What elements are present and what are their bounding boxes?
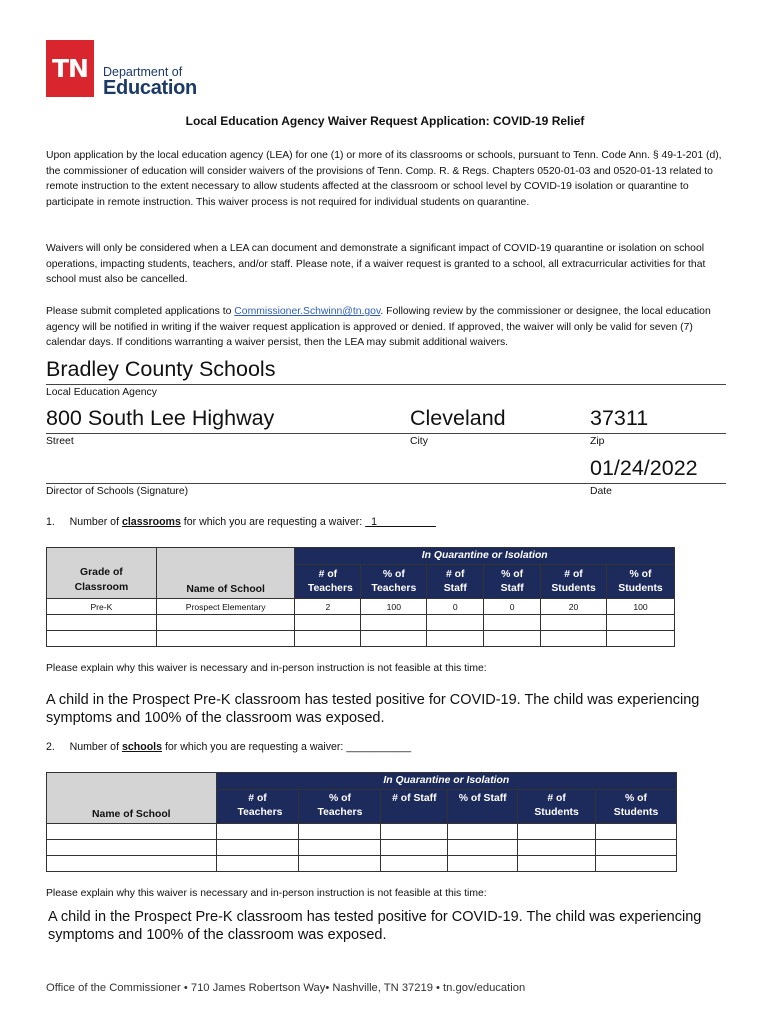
table-row <box>47 615 675 631</box>
table-cell[interactable] <box>47 824 217 840</box>
tn-logo-box: TN <box>46 40 94 97</box>
signature-underline <box>46 483 726 484</box>
header-pct-teachers: % of Teachers <box>361 565 427 599</box>
date-value[interactable]: 01/24/2022 <box>590 456 698 480</box>
header-num-teachers: # of Teachers <box>295 565 361 599</box>
question-1: 1. Number of classrooms for which you are requesting a waiver: 1 <box>46 516 436 528</box>
table-cell[interactable]: Pre-K <box>47 599 157 615</box>
header-num-students-2: # of Students <box>518 790 596 824</box>
table-cell[interactable] <box>47 615 157 631</box>
table-cell[interactable] <box>156 631 295 647</box>
table-cell[interactable] <box>541 631 607 647</box>
table-cell[interactable] <box>361 631 427 647</box>
header-grade: Grade of Classroom <box>47 548 157 599</box>
quarantine-group-header: In Quarantine or Isolation <box>295 548 675 565</box>
table-cell[interactable] <box>484 615 541 631</box>
lea-label: Local Education Agency <box>46 387 157 398</box>
header-num-staff: # of Staff <box>427 565 484 599</box>
street-value[interactable]: 800 South Lee Highway <box>46 406 275 430</box>
table-cell[interactable]: 100 <box>361 599 427 615</box>
logo-department-text: Department of <box>103 65 183 79</box>
address-underline <box>46 433 726 434</box>
table-cell[interactable] <box>448 840 518 856</box>
street-label: Street <box>46 436 74 447</box>
header-pct-staff-2: % of Staff <box>448 790 518 824</box>
table-cell[interactable] <box>518 824 596 840</box>
header-school-name: Name of School <box>156 548 295 599</box>
table-cell[interactable] <box>518 840 596 856</box>
header-pct-students: % of Students <box>607 565 675 599</box>
table-cell[interactable] <box>381 824 448 840</box>
table-cell[interactable] <box>156 615 295 631</box>
commissioner-email-link[interactable]: Commissioner.Schwinn@tn.gov <box>234 306 381 317</box>
header-pct-teachers-2: % of Teachers <box>299 790 381 824</box>
lea-underline <box>46 384 726 385</box>
intro-paragraph-3 <box>46 304 726 351</box>
zip-label: Zip <box>590 436 605 447</box>
school-table <box>46 772 677 872</box>
table-row <box>47 856 677 872</box>
explain-label-2: Please explain why this waiver is necessary and in-person instruction is not feasible at this time: <box>46 888 487 899</box>
page-title: Local Education Agency Waiver Request Application: COVID-19 Relief <box>185 114 585 128</box>
table-cell[interactable] <box>381 856 448 872</box>
table-cell[interactable]: Prospect Elementary <box>156 599 295 615</box>
table-cell[interactable] <box>596 840 677 856</box>
explain-answer-1[interactable]: A child in the Prospect Pre-K classroom has tested positive for COVID-19. The child was experiencing symptoms and 100% of the classroom was exposed. <box>46 692 700 726</box>
header-num-staff-2: # of Staff <box>381 790 448 824</box>
header-school-name-2: Name of School <box>47 773 217 824</box>
review-text: . Following review by the commissioner or designee, the local education agency will be notified in writing if the waiver request application is approved or denied. If approved, the waiver will only be valid for seven (7) calendar days. If conditions warranting a waiver persist, then the LEA may submit additional waivers. <box>46 306 711 349</box>
table-cell[interactable] <box>47 856 217 872</box>
table-cell[interactable]: 2 <box>295 599 361 615</box>
table-row <box>47 824 677 840</box>
table-cell[interactable] <box>518 856 596 872</box>
header-pct-staff: % of Staff <box>484 565 541 599</box>
table-cell[interactable] <box>216 856 299 872</box>
table-cell[interactable] <box>448 856 518 872</box>
table-cell[interactable] <box>484 631 541 647</box>
city-label: City <box>410 436 428 447</box>
header-num-students: # of Students <box>541 565 607 599</box>
submit-text: Please submit completed applications to <box>46 306 235 317</box>
question-2: 2. Number of schools for which you are requesting a waiver: ___________ <box>46 741 412 753</box>
table-cell[interactable] <box>607 631 675 647</box>
explain-label-1: Please explain why this waiver is necessary and in-person instruction is not feasible at this time: <box>46 663 487 674</box>
director-signature-label: Director of Schools (Signature) <box>46 486 189 497</box>
page-footer: Office of the Commissioner • 710 James Robertson Way• Nashville, TN 37219 • tn.gov/education <box>46 982 526 994</box>
classrooms-count-field[interactable]: 1 <box>371 516 377 528</box>
schools-count-field[interactable]: ___________ <box>346 741 412 753</box>
table-cell[interactable] <box>427 631 484 647</box>
date-label: Date <box>590 486 612 497</box>
intro-paragraph-1: Upon application by the local education agency (LEA) for one (1) or more of its classrooms or schools, pursuant to Tenn. Code Ann. § 49-1-201 (d), the commissioner of education will consider waivers of the provisions of Tenn. Comp. R. & Regs. Chapters 0520-01-03 and 0520-01-13 related to remote instruction to the extent necessary to allow students affected at the classroom or school level by COVID-19 isolation or quarantine to participate in remote instruction. This waiver process is not required for individual students on quarantine. <box>46 150 722 208</box>
table-cell[interactable] <box>596 856 677 872</box>
lea-value[interactable]: Bradley County Schools <box>46 357 276 381</box>
table-cell[interactable] <box>299 824 381 840</box>
table-row <box>47 840 677 856</box>
header-num-teachers-2: # of Teachers <box>216 790 299 824</box>
table-cell[interactable]: 0 <box>484 599 541 615</box>
table-cell[interactable] <box>381 840 448 856</box>
table-cell[interactable] <box>299 856 381 872</box>
explain-answer-2[interactable]: A child in the Prospect Pre-K classroom has tested positive for COVID-19. The child was experiencing symptoms and 100% of the classroom was exposed. <box>48 909 702 943</box>
logo-education-text: Education <box>103 77 197 99</box>
table-cell[interactable] <box>299 840 381 856</box>
table-cell[interactable]: 0 <box>427 599 484 615</box>
classroom-table <box>46 547 675 647</box>
header-pct-students-2: % of Students <box>596 790 677 824</box>
table-cell[interactable] <box>47 840 217 856</box>
table-row <box>47 599 675 615</box>
city-value[interactable]: Cleveland <box>410 406 506 430</box>
table-cell[interactable] <box>216 824 299 840</box>
intro-paragraph-2: Waivers will only be considered when a LEA can document and demonstrate a significant impact of COVID-19 quarantine or isolation on school operations, impacting students, teachers, and/or staff. Please note, if a waiver request is granted to a school, all extracurricular activities for that school must also be cancelled. <box>46 243 706 286</box>
table-cell[interactable] <box>361 615 427 631</box>
table-cell[interactable] <box>47 631 157 647</box>
table-row <box>47 631 675 647</box>
table-cell[interactable] <box>295 615 361 631</box>
table-cell[interactable]: 100 <box>607 599 675 615</box>
quarantine-group-header-2: In Quarantine or Isolation <box>216 773 676 790</box>
table-cell[interactable] <box>448 824 518 840</box>
table-cell[interactable] <box>607 615 675 631</box>
table-cell[interactable] <box>427 615 484 631</box>
table-cell[interactable] <box>541 615 607 631</box>
table-cell[interactable]: 20 <box>541 599 607 615</box>
table-cell[interactable] <box>216 840 299 856</box>
zip-value[interactable]: 37311 <box>590 406 649 430</box>
table-cell[interactable] <box>596 824 677 840</box>
table-cell[interactable] <box>295 631 361 647</box>
